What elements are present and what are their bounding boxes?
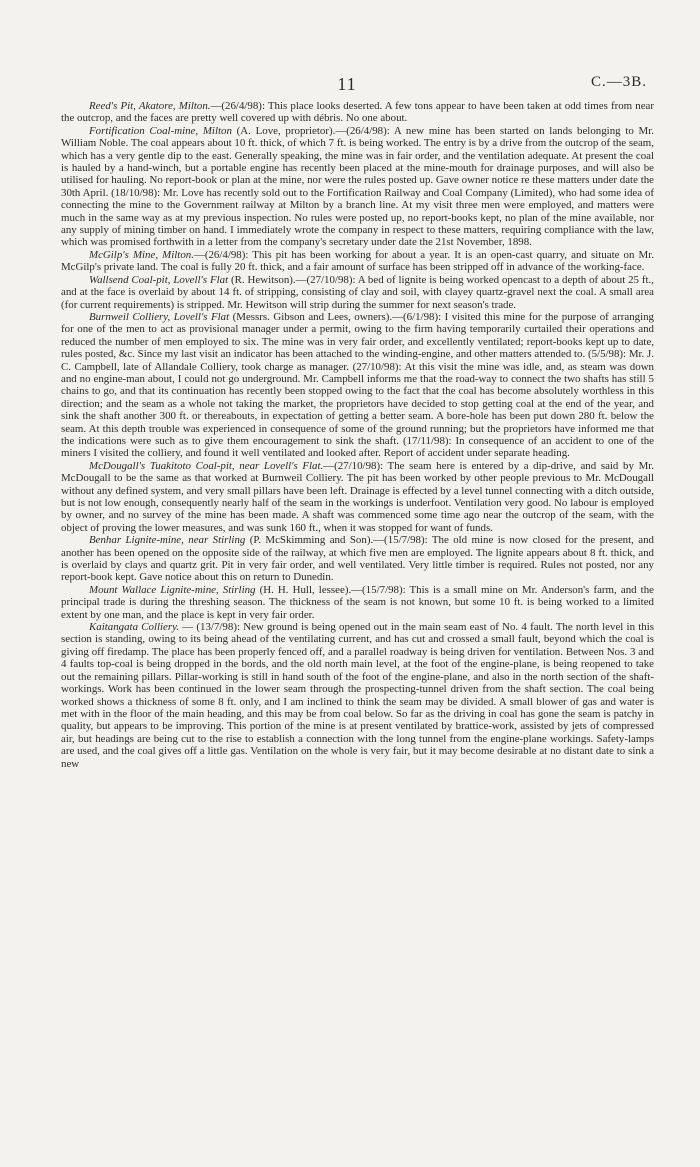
paragraph-heading: McGilp's Mine, Milton.: [89, 248, 194, 261]
paragraph-text: (A. Love, proprietor).—(26/4/98): A new mine has been started on lands belonging to Mr. William Noble. The coal appears about 10 ft. thick, of which 7 ft. is being worked. The entry is by a drive from the outcrop of the seam, which has a very gentle dip to the east. Generally speaking, the mine was in fair order, and the ventilation adequate. At present the coal is hauled by a hand-winch, but a portable engine has recently been placed at the mine-mouth for drainage purposes, and will also be utilised for hauling. No report-book or plan at the mine, nor were the rules posted up. Gave owner notice re these matters under date the 30th April. (18/10/98): Mr. Love has recently sold out to the Fortification Railway and Coal Company (Limited), who had some idea of connecting the mine to the Government railway at Milton by a branch line. At my visit three men were employed, and matters were much in the same way as at my previous inspection. No rules were posted up, no report-books kept, no plan of the mine available, nor any supply of mining timber on hand. I immediately wrote the company in respect to these matters, requiring compliance with the law, which was promised forthwith in a letter from the company's secretary under date the 21st November, 1898.: [61, 124, 654, 249]
document-reference: C.—3B.: [590, 74, 647, 90]
paragraph-heading: Kaitangata Colliery.: [89, 621, 180, 634]
paragraph-heading: Mount Wallace Lignite-mine, Stirling: [89, 583, 256, 596]
paragraph-burnweil-colliery: [61, 311, 654, 460]
page-number: 11: [337, 74, 357, 94]
paragraph-fortification-mine: [61, 125, 654, 249]
paragraph-reeds-pit: [61, 100, 654, 125]
paragraph-text: — (13/7/98): New ground is being opened out in the main seam east of No. 4 fault. The north level in this section is standing, owing to its being ahead of the ventilating current, and has cut and crossed a small fault, beyond which the coal is giving off firedamp. The place has been properly fenced off, and a parallel roadway is being driven for ventilation. Between Nos. 3 and 4 faults top-coal is being dropped in the bords, and the old north main level, at the foot of the engine-plane, is being reopened to take out the remaining pillars. Pillar-working is still in hand south of the foot of the engine-plane, and also in the north section of the shaft-workings. Work has been continued in the lower seam through the prospecting-tunnel driven from the shaft section. The coal being worked shows a thickness of some 8 ft. only, and I am inclined to think the seam may be divided. A small blower of gas and water is met with in the floor of the main heading, and this may be from coal below. So far as the driving in coal has gone the seam is patchy in quality, but appears to be improving. This portion of the mine is at present ventilated by brattice-work, assisted by jets of compressed air, but headings are being cut to the rise to establish a connection with the long tunnel from the engine-plane workings. Safety-lamps are used, and the coal gives off a little gas. Ventilation on the whole is very fair, but it may become desirable at no distant date to sink a new: [61, 621, 654, 770]
paragraph-text: —(26/4/98): This pit has been working for about a year. It is an open-cast quarry, and situate on Mr. McGilp's private land. The coal is fully 20 ft. thick, and a fair amount of surface has been stripped off in advance of the working-face.: [61, 248, 654, 274]
paragraph-heading: Burnweil Colliery, Lovell's Flat: [89, 310, 230, 323]
paragraph-text: (H. H. Hull, lessee).—(15/7/98): This is a small mine on Mr. Anderson's farm, and the principal trade is during the threshing season. The thickness of the seam is not known, but some 10 ft. is being worked to a limited extent by one man, and the place is kept in very fair order.: [61, 583, 654, 621]
paragraph-benhar-mine: [61, 534, 654, 584]
paragraph-text: (Messrs. Gibson and Lees, owners).—(6/1/98): I visited this mine for the purpose of arranging for one of the men to act as provisional manager under a permit, owing to the firm having temporarily curtailed their operations and reduced the number of men employed to six. The mine was in very fair order, and excellently ventilated; report-books kept up to date, rules posted, &c. Since my last visit an indicator has been attached to the winding-engine, and other matters attended to. (5/5/98): Mr. J. C. Campbell, late of Allandale Colliery, took charge as manager. (27/10/98): At this visit the mine was idle, and, as steam was down and no engine-man about, I could not go underground. Mr. Campbell informs me that the road-way to connect the two shafts has still 5 chains to go, and that its continuation has recently been stopped owing to the fact that the coal has become absolutely worthless in this direction; and the seam as a whole not taking the market, the proprietors have decided to stop getting coal at the end of the year, and sink the shaft another 300 ft. or thereabouts, in expectation of getting a better seam. A bore-hole has been put down 280 ft. below the seam. At this depth trouble was experienced in consequence of some of the ground running; but the proprietors have informed me that the indications were such as to give them encouragement to sink the shaft. (17/11/98): In consequence of an accident to one of the miners I visited the colliery, and found it well ventilated and looked after. Report of accident under separate heading.: [61, 310, 655, 460]
paragraph-text: (P. McSkimming and Son).—(15/7/98): The old mine is now closed for the present, and another has been opened on the opposite side of the railway, at which five men are employed. The lignite appears about 8 ft. thick, and is overlaid by clays and quartz grit. Pit in very fair order, and well ventilated. Very little timber is required. Rules not posted, nor any report-book kept. Gave notice about this on return to Dunedin.: [61, 534, 655, 584]
paragraph-text: (R. Hewitson).—(27/10/98): A bed of lignite is being worked opencast to a depth of about 25 ft., and at the face is overlaid by about 14 ft. of stripping, consisting of clay and soil, with clayey quartz-gravel next the coal. A small area (for current requirements) is stripped. Mr. Hewitson will strip during the summer for next season's trade.: [61, 273, 654, 311]
page-header: [0, 74, 700, 94]
paragraph-heading: Wallsend Coal-pit, Lovell's Flat: [89, 273, 229, 286]
paragraph-mcdougalls-pit: [61, 460, 654, 534]
paragraph-text: —(26/4/98): This place looks deserted. A few tons appear to have been taken at odd times from near the outcrop, and the faces are pretty well covered up with débris. No one about.: [61, 100, 654, 125]
paragraph-heading: Reed's Pit, Akatore, Milton.: [89, 100, 211, 112]
paragraph-kaitangata-colliery: [61, 621, 654, 770]
paragraph-mcgilps-mine: [61, 249, 654, 274]
paragraph-text: —(27/10/98): The seam here is entered by a dip-drive, and said by Mr. McDougall to be the same as that worked at Burnweil Colliery. The pit has been worked by other people previous to Mr. McDougall without any defined system, and very small pillars have been left. Drainage is effected by a level tunnel connecting with a ditch outside, but is not low enough, consequently nearly half of the seam in the workings is underfoot. Ventilation very good. No labour is employed by owner, and no survey of the mine has been made. A shaft was commenced some time ago near the outcrop of the seam, with the object of proving the lower measures, and was sunk 160 ft., when it was stopped for want of funds.: [61, 459, 654, 534]
paragraph-mount-wallace-mine: [61, 584, 654, 621]
report-body: [61, 100, 654, 770]
paragraph-heading: Benhar Lignite-mine, near Stirling: [89, 534, 246, 547]
paragraph-heading: Fortification Coal-mine, Milton: [89, 124, 232, 137]
paragraph-wallsend-pit: [61, 274, 654, 311]
paragraph-heading: McDougall's Tuakitoto Coal-pit, near Lovell's Flat.: [89, 459, 324, 472]
